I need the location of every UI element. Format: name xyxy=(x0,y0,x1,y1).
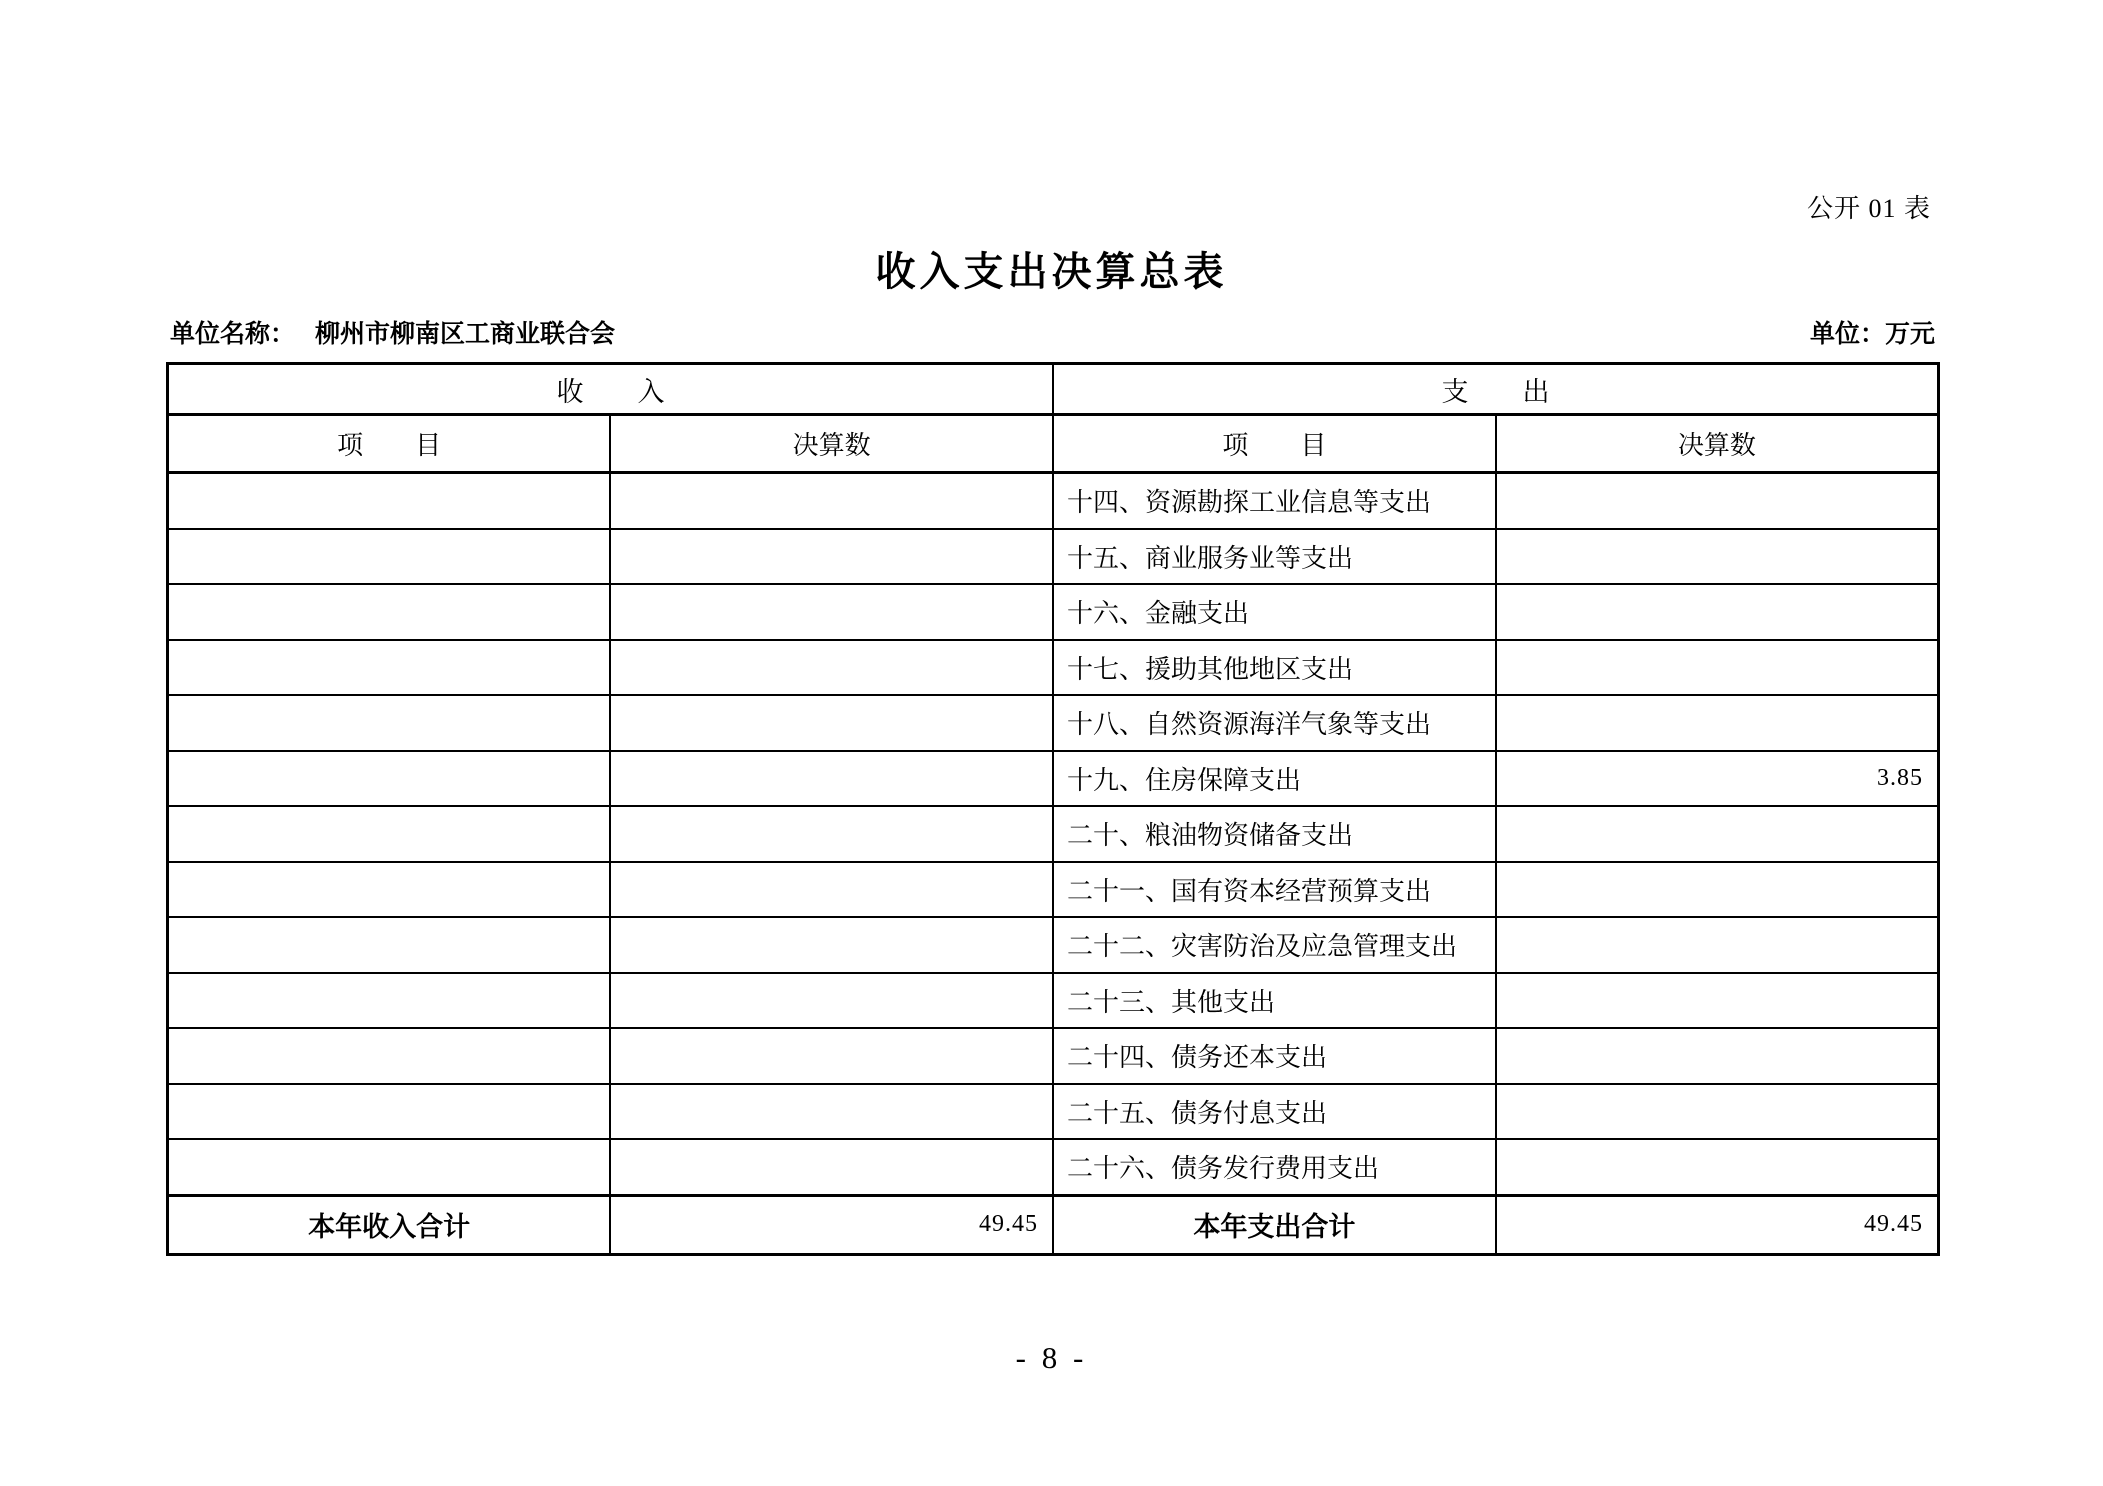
expense-amount-header: 决算数 xyxy=(1496,415,1939,473)
table-row xyxy=(168,751,1939,807)
total-row xyxy=(168,1195,1939,1254)
expense-total-label: 本年支出合计 xyxy=(1053,1195,1496,1254)
table-row xyxy=(168,973,1939,1029)
income-item-cell xyxy=(168,1139,611,1195)
income-section-header: 收 入 xyxy=(168,364,1054,415)
income-item-cell xyxy=(168,806,611,862)
income-amount-cell xyxy=(610,917,1053,973)
table-row xyxy=(168,862,1939,918)
form-number-label: 公开 01 表 xyxy=(1806,194,1931,223)
expense-amount-cell xyxy=(1496,695,1939,751)
page-title: 收入支出决算总表 xyxy=(875,249,1228,294)
expense-item-cell: 十六、金融支出 xyxy=(1053,584,1496,640)
meta-row xyxy=(170,314,1935,350)
expense-total-value: 49.45 xyxy=(1496,1195,1939,1254)
table-row xyxy=(168,1139,1939,1195)
expense-amount-cell xyxy=(1496,1084,1939,1140)
expense-item-cell: 二十六、债务发行费用支出 xyxy=(1053,1139,1496,1195)
expense-section-header: 支 出 xyxy=(1053,364,1939,415)
expense-item-cell: 十九、住房保障支出 xyxy=(1053,751,1496,807)
expense-item-cell: 二十五、债务付息支出 xyxy=(1053,1084,1496,1140)
expense-amount-cell xyxy=(1496,584,1939,640)
currency-unit-label: 单位：万元 xyxy=(1809,321,1935,348)
income-amount-cell xyxy=(610,751,1053,807)
expense-item-cell: 二十一、国有资本经营预算支出 xyxy=(1053,862,1496,918)
table-row xyxy=(168,806,1939,862)
income-amount-cell xyxy=(610,584,1053,640)
income-total-label: 本年收入合计 xyxy=(168,1195,611,1254)
income-total-value: 49.45 xyxy=(610,1195,1053,1254)
expense-item-cell: 十七、援助其他地区支出 xyxy=(1053,640,1496,696)
expense-amount-cell xyxy=(1496,473,1939,529)
income-item-header: 项 目 xyxy=(168,415,611,473)
page-number: - 8 - xyxy=(1015,1340,1088,1375)
unit-name-value: 柳州市柳南区工商业联合会 xyxy=(315,321,616,348)
income-item-cell xyxy=(168,917,611,973)
unit-name-line xyxy=(170,314,615,350)
table-row xyxy=(168,640,1939,696)
income-expense-table xyxy=(166,362,1940,1256)
expense-amount-cell xyxy=(1496,529,1939,585)
income-amount-cell xyxy=(610,473,1053,529)
income-item-cell xyxy=(168,1084,611,1140)
income-item-cell xyxy=(168,473,611,529)
expense-item-cell: 二十、粮油物资储备支出 xyxy=(1053,806,1496,862)
income-amount-cell xyxy=(610,695,1053,751)
table-row xyxy=(168,473,1939,529)
expense-amount-cell xyxy=(1496,1139,1939,1195)
expense-item-cell: 二十三、其他支出 xyxy=(1053,973,1496,1029)
table-row xyxy=(168,529,1939,585)
table-row xyxy=(168,917,1939,973)
income-item-cell xyxy=(168,584,611,640)
expense-amount-cell xyxy=(1496,917,1939,973)
income-item-cell xyxy=(168,973,611,1029)
expense-amount-cell xyxy=(1496,1028,1939,1084)
expense-item-header: 项 目 xyxy=(1053,415,1496,473)
income-item-cell xyxy=(168,751,611,807)
expense-amount-cell xyxy=(1496,640,1939,696)
income-item-cell xyxy=(168,862,611,918)
table-row xyxy=(168,1084,1939,1140)
income-amount-cell xyxy=(610,862,1053,918)
income-amount-cell xyxy=(610,640,1053,696)
expense-amount-cell xyxy=(1496,973,1939,1029)
column-header-row xyxy=(168,415,1939,473)
income-amount-cell xyxy=(610,1028,1053,1084)
income-item-cell xyxy=(168,529,611,585)
expense-item-cell: 二十四、债务还本支出 xyxy=(1053,1028,1496,1084)
table-row xyxy=(168,695,1939,751)
income-item-cell xyxy=(168,640,611,696)
unit-name-label: 单位名称： xyxy=(170,321,296,348)
expense-item-cell: 二十二、灾害防治及应急管理支出 xyxy=(1053,917,1496,973)
income-amount-cell xyxy=(610,529,1053,585)
expense-amount-cell xyxy=(1496,862,1939,918)
table-row xyxy=(168,1028,1939,1084)
expense-amount-cell: 3.85 xyxy=(1496,751,1939,807)
income-item-cell xyxy=(168,695,611,751)
section-header-row xyxy=(168,364,1939,415)
expense-item-cell: 十八、自然资源海洋气象等支出 xyxy=(1053,695,1496,751)
income-amount-header: 决算数 xyxy=(610,415,1053,473)
table-row xyxy=(168,584,1939,640)
income-amount-cell xyxy=(610,806,1053,862)
income-amount-cell xyxy=(610,1084,1053,1140)
expense-item-cell: 十四、资源勘探工业信息等支出 xyxy=(1053,473,1496,529)
income-item-cell xyxy=(168,1028,611,1084)
income-amount-cell xyxy=(610,973,1053,1029)
expense-amount-cell xyxy=(1496,806,1939,862)
expense-item-cell: 十五、商业服务业等支出 xyxy=(1053,529,1496,585)
income-amount-cell xyxy=(610,1139,1053,1195)
